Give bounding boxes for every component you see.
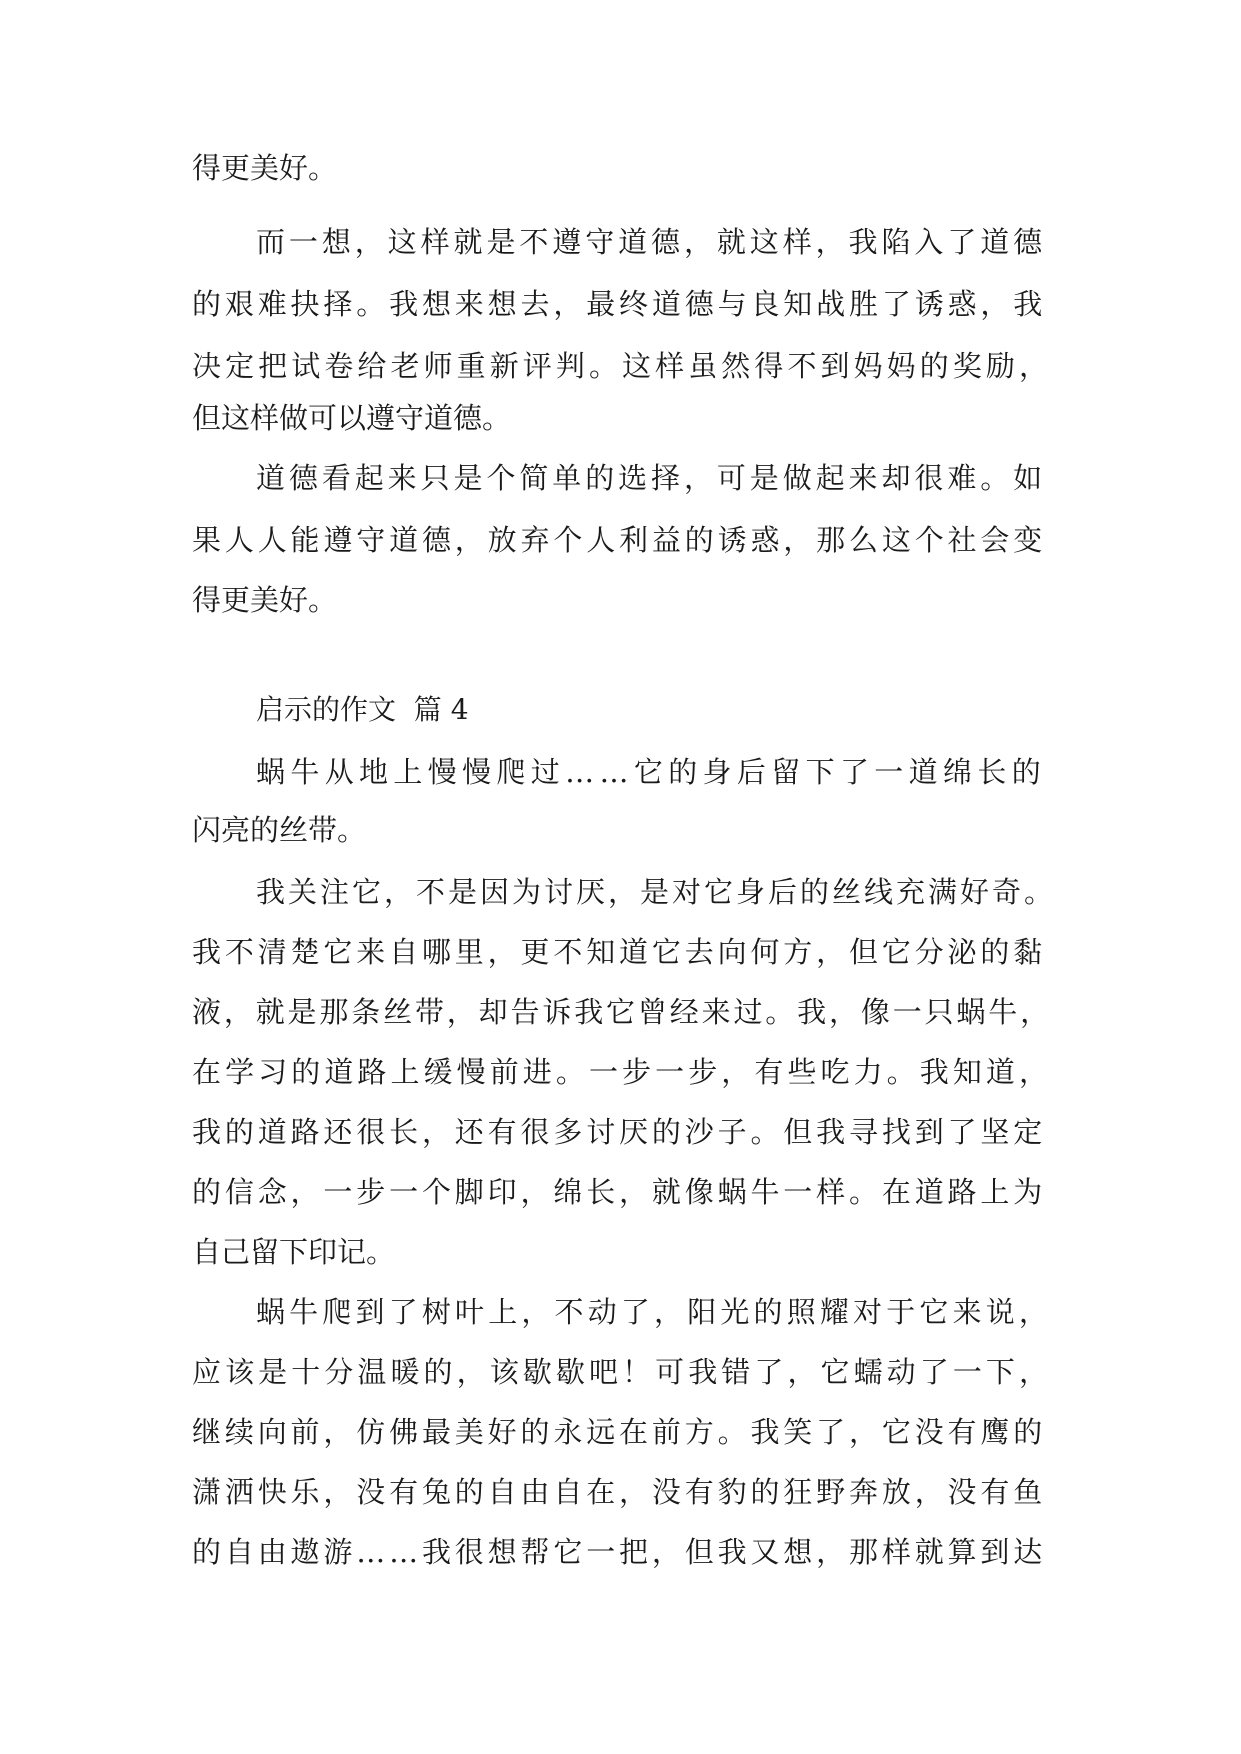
text-line bbox=[0, 1052, 1241, 1092]
text-line bbox=[0, 1232, 1241, 1272]
text-line-content: 果人人能遵守道德，放弃个人利益的诱惑，那么这个社会变 bbox=[192, 523, 1046, 557]
text-line-content: 我关注它，不是因为讨厌，是对它身后的丝线充满好奇。 bbox=[256, 875, 1056, 909]
text-line bbox=[0, 1352, 1241, 1392]
paragraph-first-line bbox=[0, 458, 1241, 498]
text-line bbox=[0, 520, 1241, 560]
text-line bbox=[0, 148, 1241, 188]
text-line-content: 我不清楚它来自哪里，更不知道它去向何方，但它分泌的黏 bbox=[192, 935, 1046, 969]
text-line-content: 自己留下印记。 bbox=[192, 1235, 396, 1269]
section-heading bbox=[0, 690, 1241, 730]
text-line-content: 决定把试卷给老师重新评判。这样虽然得不到妈妈的奖励， bbox=[192, 349, 1052, 383]
text-line-content: 的信念，一步一个脚印，绵长，就像蜗牛一样。在道路上为 bbox=[192, 1175, 1046, 1209]
text-line bbox=[0, 1112, 1241, 1152]
text-line bbox=[0, 284, 1241, 324]
paragraph-first-line bbox=[0, 752, 1241, 792]
text-line-content: 但这样做可以遵守道德。 bbox=[192, 401, 512, 435]
text-line-content: 继续向前，仿佛最美好的永远在前方。我笑了，它没有鹰的 bbox=[192, 1415, 1046, 1449]
text-line-content: 在学习的道路上缓慢前进。一步一步，有些吃力。我知道， bbox=[192, 1055, 1052, 1089]
paragraph-first-line bbox=[0, 222, 1241, 262]
text-line bbox=[0, 580, 1241, 620]
text-line bbox=[0, 1412, 1241, 1452]
text-line-content: 的自由遨游……我很想帮它一把，但我又想，那样就算到达 bbox=[192, 1535, 1046, 1569]
text-line-content: 应该是十分温暖的，该歇歇吧！可我错了，它蠕动了一下， bbox=[192, 1355, 1052, 1389]
text-line-content: 液，就是那条丝带，却告诉我它曾经来过。我，像一只蜗牛， bbox=[192, 995, 1052, 1029]
text-line-content: 我的道路还很长，还有很多讨厌的沙子。但我寻找到了坚定 bbox=[192, 1115, 1046, 1149]
text-line-content: 的艰难抉择。我想来想去，最终道德与良知战胜了诱惑，我 bbox=[192, 287, 1046, 321]
text-line bbox=[0, 398, 1241, 438]
section-heading-text: 启示的作文 篇 4 bbox=[256, 693, 469, 726]
text-line-content: 道德看起来只是个简单的选择，可是做起来却很难。如 bbox=[256, 461, 1046, 495]
text-line bbox=[0, 1172, 1241, 1212]
text-line-content: 得更美好。 bbox=[192, 151, 338, 185]
paragraph-first-line bbox=[0, 1292, 1241, 1332]
text-line bbox=[0, 346, 1241, 386]
paragraph-first-line bbox=[0, 872, 1241, 912]
text-line-content: 而一想，这样就是不遵守道德，就这样，我陷入了道德 bbox=[256, 225, 1046, 259]
text-line bbox=[0, 1472, 1241, 1512]
text-line bbox=[0, 1532, 1241, 1572]
text-line-content: 蜗牛从地上慢慢爬过……它的身后留下了一道绵长的 bbox=[256, 755, 1046, 789]
text-line-content: 蜗牛爬到了树叶上，不动了，阳光的照耀对于它来说， bbox=[256, 1295, 1052, 1329]
text-line bbox=[0, 932, 1241, 972]
text-line bbox=[0, 810, 1241, 850]
text-line-content: 潇洒快乐，没有兔的自由自在，没有豹的狂野奔放，没有鱼 bbox=[192, 1475, 1046, 1509]
text-line bbox=[0, 992, 1241, 1032]
text-line-content: 闪亮的丝带。 bbox=[192, 813, 367, 847]
text-line-content: 得更美好。 bbox=[192, 583, 338, 617]
